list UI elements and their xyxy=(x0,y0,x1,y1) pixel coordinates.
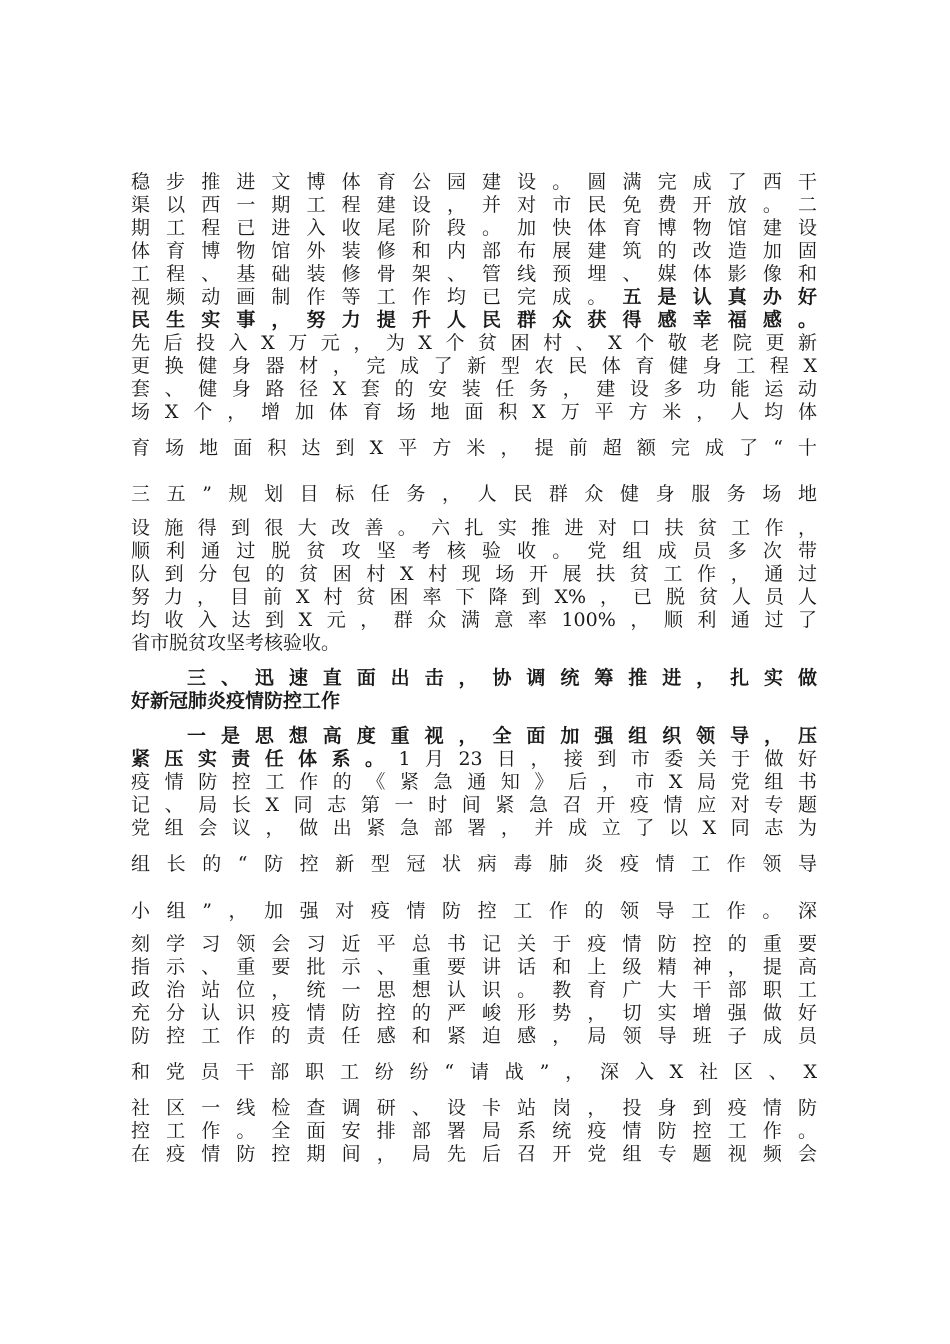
text-line: 在疫情防控期间，局先后召开党组专题视频会 xyxy=(131,1143,817,1165)
text-line: 顺利通过脱贫攻坚考核验收。党组成员多次带 xyxy=(131,540,817,562)
text-line: 和党员干部职工纷纷“请战”，深入X社区、X xyxy=(131,1061,817,1083)
text-line: 场X个，增加体育场地面积X万平方米，人均体 xyxy=(131,401,817,423)
text-line: 社区一线检查调研、设卡站岗，投身到疫情防 xyxy=(131,1097,817,1119)
bold-text-line: 民生实事，努力提升人民群众获得感幸福感。 xyxy=(131,309,817,331)
text-line: 三五”规划目标任务，人民群众健身服务场地 xyxy=(131,483,817,505)
text-line: 育场地面积达到X平方米，提前超额完成了“十 xyxy=(131,437,817,459)
bold-heading-segment: 紧压实责任体系。 xyxy=(131,748,399,770)
bold-text-line: 一是思想高度重视，全面加强组织领导，压 xyxy=(187,725,817,747)
text-line xyxy=(131,747,817,771)
text-line: 设施得到很大改善。六扎实推进对口扶贫工作， xyxy=(131,517,817,539)
text-line: 工程、基础装修骨架、管线预埋、媒体影像和 xyxy=(131,263,817,285)
text-line: 控工作。全面安排部署局系统疫情防控工作。 xyxy=(131,1120,817,1142)
text-line: 小组”，加强对疫情防控工作的领导工作。深 xyxy=(131,900,817,922)
text-line: 体育博物馆外装修和内部布展建筑的改造加固 xyxy=(131,240,817,262)
text-line: 队到分包的贫困村X村现场开展扶贫工作，通过 xyxy=(131,563,817,585)
text-line: 刻学习领会习近平总书记关于疫情防控的重要 xyxy=(131,933,817,955)
text-line: 稳步推进文博体育公园建设。圆满完成了西干 xyxy=(131,171,817,193)
text-line: 套、健身路径X套的安装任务，建设多功能运动 xyxy=(131,378,817,400)
text-segment: 视频动画制作等工作均已完成。 xyxy=(131,286,623,308)
text-line xyxy=(131,285,817,309)
section-heading: 三、迅速直面出击，协调统筹推进，扎实做 xyxy=(187,667,817,689)
text-line: 先后投入X万元，为X个贫困村、X个敬老院更新 xyxy=(131,332,817,354)
bold-heading-segment: 五是认真办好 xyxy=(622,286,817,308)
text-line: 充分认识疫情防控的严峻形势，切实增强做好 xyxy=(131,1002,817,1024)
text-line: 组长的“防控新型冠状病毒肺炎疫情工作领导 xyxy=(131,853,817,875)
text-line: 均收入达到X元，群众满意率100%，顺利通过了 xyxy=(131,609,817,631)
text-line: 更换健身器材，完成了新型农民体育健身工程X xyxy=(131,355,817,377)
text-line: 政治站位，统一思想认识。教育广大干部职工 xyxy=(131,979,817,1001)
text-line: 期工程已进入收尾阶段。加快体育博物馆建设 xyxy=(131,217,817,239)
text-line: 指示、重要批示、重要讲话和上级精神，提高 xyxy=(131,956,817,978)
section-heading: 好新冠肺炎疫情防控工作 xyxy=(131,690,341,712)
text-line: 省市脱贫攻坚考核验收。 xyxy=(131,632,341,654)
text-line: 党组会议，做出紧急部署，并成立了以X同志为 xyxy=(131,817,817,839)
text-line: 努力，目前X村贫困率下降到X%，已脱贫人员人 xyxy=(131,586,817,608)
text-line: 疫情防控工作的《紧急通知》后，市X局党组书 xyxy=(131,771,817,793)
text-line: 防控工作的责任感和紧迫感，局领导班子成员 xyxy=(131,1025,817,1047)
text-segment: 1月23日，接到市委关于做好 xyxy=(398,748,817,770)
text-line: 渠以西一期工程建设，并对市民免费开放。二 xyxy=(131,194,817,216)
text-line: 记、局长X同志第一时间紧急召开疫情应对专题 xyxy=(131,794,817,816)
